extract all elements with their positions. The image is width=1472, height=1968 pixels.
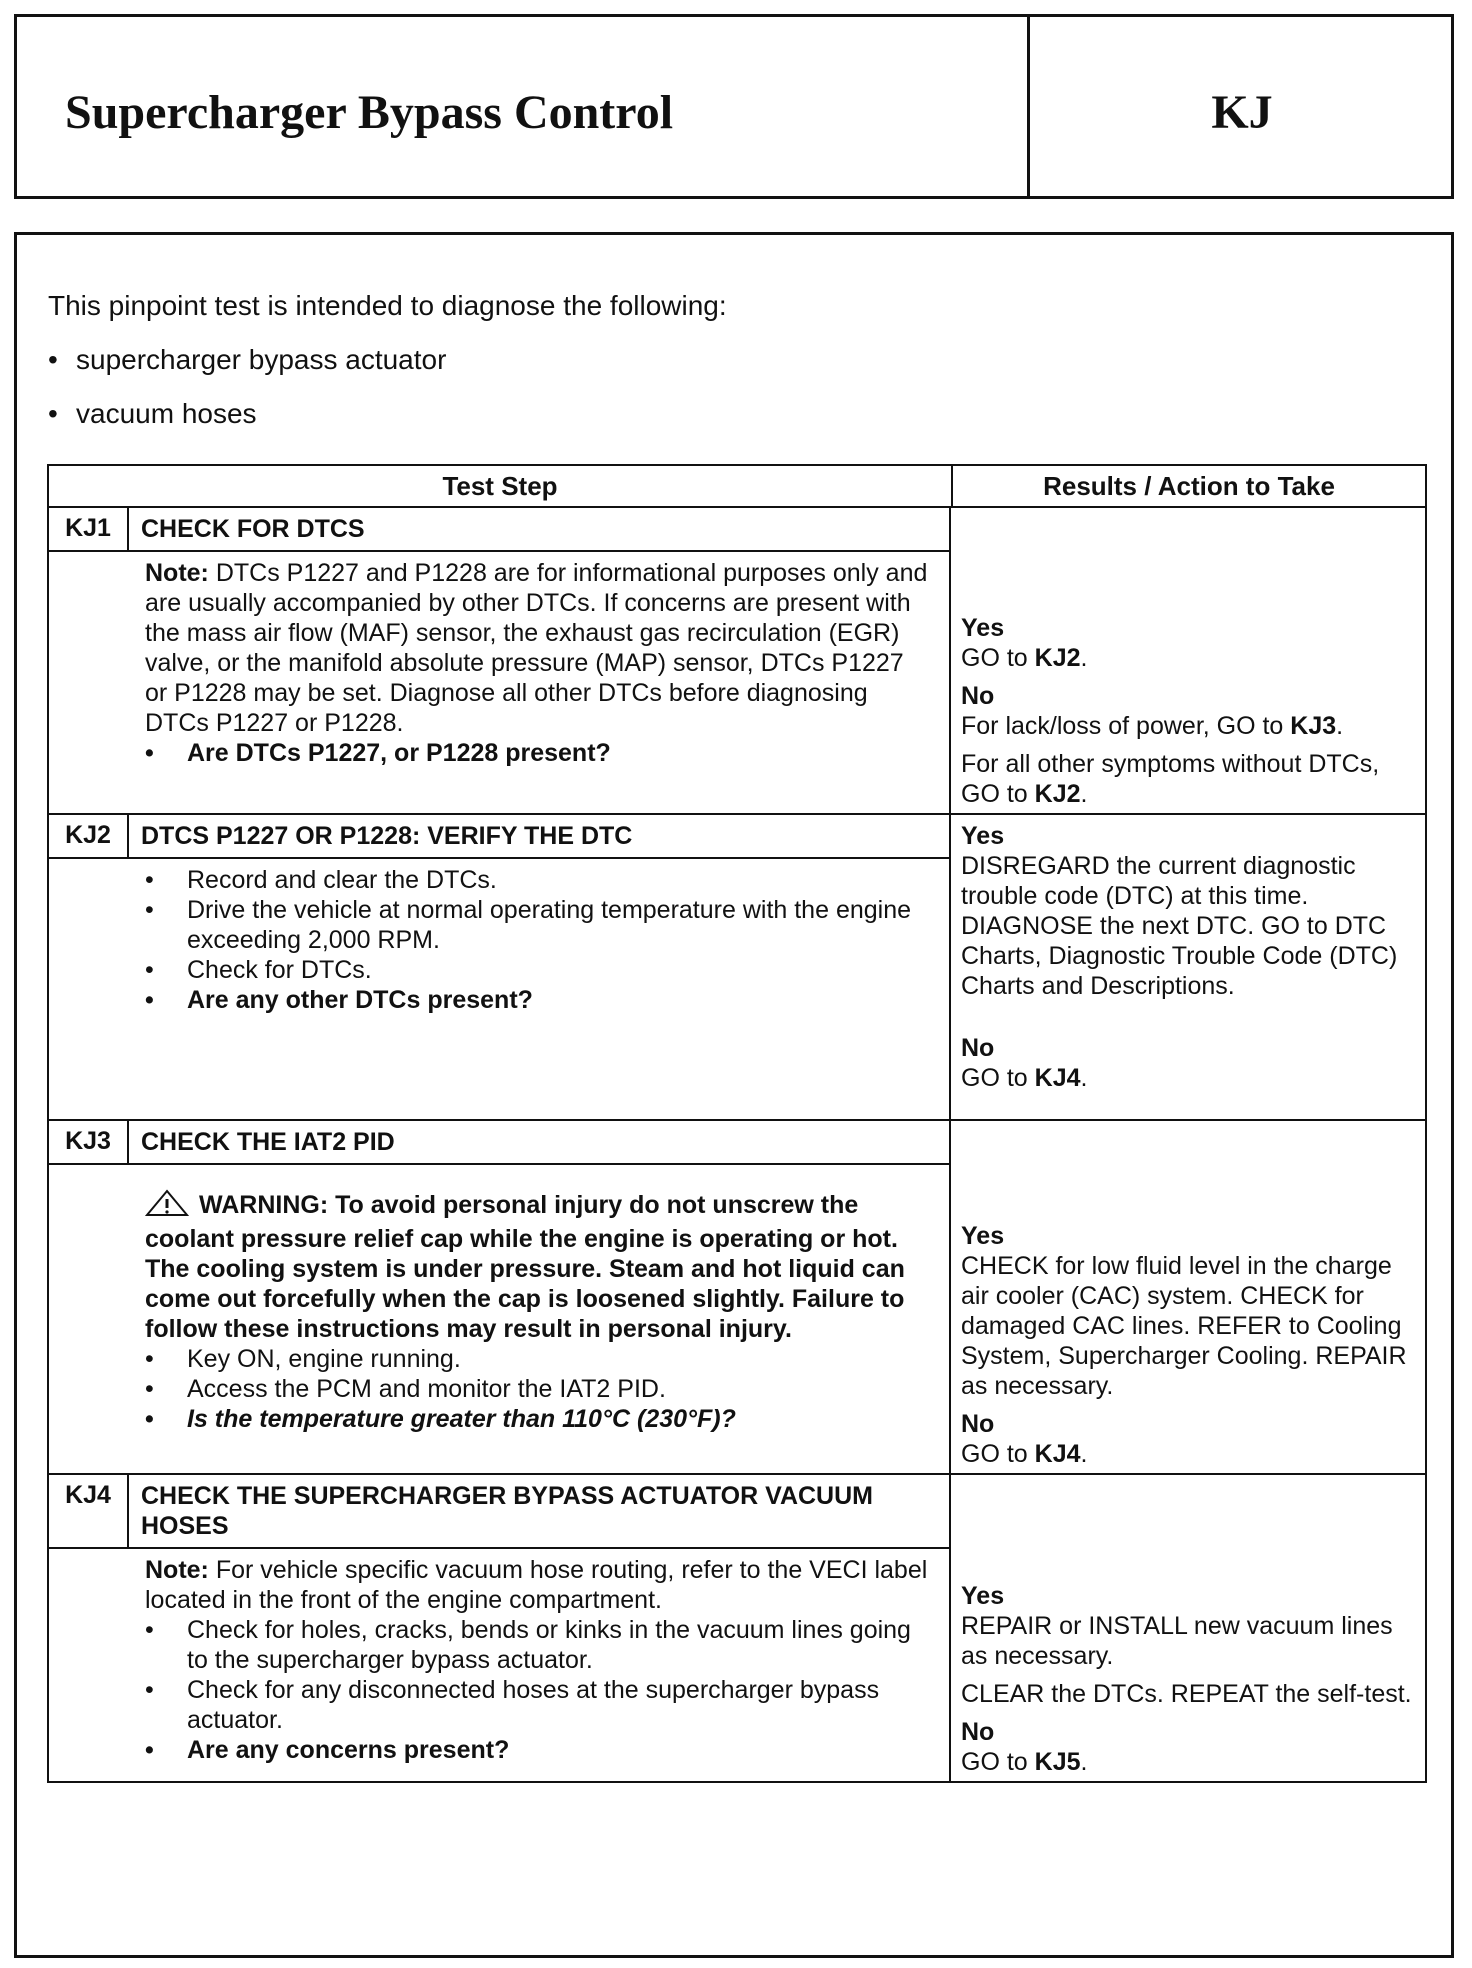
list-item-text: Check for holes, cracks, bends or kinks in the vacuum lines going to the supercharger bypass actuator. — [187, 1616, 911, 1674]
bullet-dot: • — [145, 1616, 154, 1644]
warning — [145, 1189, 929, 1344]
step-question — [145, 738, 929, 768]
list-item-text: Check for any disconnected hoses at the supercharger bypass actuator. — [187, 1676, 880, 1734]
no-action: For all other symptoms without DTCs, GO to KJ2. — [961, 750, 1380, 808]
question-text: Are DTCs P1227, or P1228 present? — [187, 739, 611, 767]
bullet-dot: • — [145, 1375, 154, 1403]
no-text: GO to — [961, 1064, 1035, 1092]
no-action: GO to KJ5. — [961, 1748, 1088, 1776]
bullet-dot: • — [145, 1736, 154, 1764]
bullet-dot: • — [145, 956, 154, 984]
step-ref-link[interactable]: KJ2 — [1034, 644, 1081, 672]
table-row — [49, 1475, 1425, 1781]
list-item — [145, 895, 929, 955]
step-question — [145, 1404, 929, 1434]
intro-lead: This pinpoint test is intended to diagnose the following: — [48, 290, 727, 321]
step-body — [49, 859, 949, 1021]
yes-action: GO to KJ2. — [961, 644, 1088, 672]
warning-text: WARNING: To avoid personal injury do not unscrew the coolant pressure relief cap while the engine is operating or hot. The cooling system is under pressure. Steam and hot liquid can come out forcefully when the cap is loosened slightly. Failure to follow these instructions may result in personal injury. — [145, 1191, 905, 1343]
list-item — [145, 1374, 929, 1404]
no-action: GO to KJ4. — [961, 1440, 1088, 1468]
yes-action: REPAIR or INSTALL new vacuum lines as necessary. — [961, 1612, 1393, 1670]
note-text: For vehicle specific vacuum hose routing, refer to the VECI label located in the front of the engine compartment. — [145, 1556, 928, 1614]
step-ref-link[interactable]: KJ2 — [1034, 780, 1081, 808]
no-text: For all other symptoms without DTCs, GO to — [961, 750, 1380, 808]
list-item-text: Access the PCM and monitor the IAT2 PID. — [187, 1375, 666, 1403]
step-code: KJ2 — [49, 815, 129, 857]
yes-label: Yes — [961, 822, 1005, 850]
step-question — [145, 1735, 929, 1765]
step-code: KJ4 — [49, 1475, 129, 1547]
note-text: DTCs P1227 and P1228 are for informational purposes only and are usually accompanied by other DTCs. If concerns are present with the mass air flow (MAF) sensor, the exhaust gas recirculation (EGR) valve, or the manifold absolute pressure (MAP) sensor, DTCs P1227 or P1228 may be set. Diagnose all other DTCs before diagnosing DTCs P1227 or P1228. — [145, 559, 928, 737]
list-item-text: Key ON, engine running. — [187, 1345, 461, 1373]
table-row — [49, 508, 1425, 815]
step-cell — [49, 1475, 951, 1781]
no-action: For lack/loss of power, GO to KJ3. — [961, 712, 1344, 740]
header-box — [14, 14, 1454, 199]
bullet-dot: • — [145, 896, 154, 924]
step-body — [49, 1549, 949, 1771]
yes-action: CLEAR the DTCs. REPEAT the self-test. — [961, 1680, 1412, 1708]
note — [145, 558, 929, 738]
no-label: No — [961, 682, 995, 710]
intro-bullet-text: supercharger bypass actuator — [76, 344, 447, 375]
bullet-dot: • — [145, 986, 154, 1014]
step-code: KJ3 — [49, 1121, 129, 1163]
question-text: Is the temperature greater than 110°C (230°F)? — [187, 1405, 736, 1433]
yes-label: Yes — [961, 1222, 1005, 1250]
bullet-dot: • — [145, 1345, 154, 1373]
intro-bullet-text: vacuum hoses — [76, 398, 257, 429]
list-item — [145, 1344, 929, 1374]
step-cell — [49, 815, 951, 1119]
step-ref-link[interactable]: KJ5 — [1034, 1748, 1081, 1776]
column-header-test-step: Test Step — [49, 466, 953, 506]
step-ref-link[interactable]: KJ4 — [1034, 1440, 1081, 1468]
list-item-text: Drive the vehicle at normal operating temperature with the engine exceeding 2,000 RPM. — [187, 896, 912, 954]
bullet-dot: • — [48, 344, 58, 375]
test-step-table — [47, 464, 1427, 1783]
result-cell — [951, 1475, 1425, 1781]
step-cell — [49, 508, 951, 813]
list-item — [145, 1615, 929, 1675]
list-item — [145, 955, 929, 985]
question-text: Are any other DTCs present? — [187, 986, 533, 1014]
no-action: GO to KJ4. — [961, 1064, 1088, 1092]
list-item-text: Record and clear the DTCs. — [187, 866, 497, 894]
no-text: For lack/loss of power, GO to — [961, 712, 1291, 740]
no-label: No — [961, 1410, 995, 1438]
no-text: GO to — [961, 1440, 1035, 1468]
bullet-dot: • — [145, 866, 154, 894]
column-header-results: Results / Action to Take — [1043, 471, 1335, 501]
step-title-bar — [49, 1121, 949, 1165]
list-item — [145, 865, 929, 895]
yes-action: DISREGARD the current diagnostic trouble code (DTC) at this time. DIAGNOSE the next DTC. GO to DTC Charts, Diagnostic Trouble Code (DTC) Charts and Descriptions. — [961, 852, 1398, 1000]
result-cell — [951, 815, 1425, 1119]
intro-bullet — [48, 398, 257, 430]
list-item-text: Check for DTCs. — [187, 956, 372, 984]
step-title-bar — [49, 815, 949, 859]
no-label: No — [961, 1034, 995, 1062]
step-title: CHECK THE IAT2 PID — [141, 1128, 395, 1156]
step-title-bar — [49, 508, 949, 552]
note — [145, 1555, 929, 1615]
yes-label: Yes — [961, 1582, 1005, 1610]
yes-action: CHECK for low fluid level in the charge air cooler (CAC) system. CHECK for damaged CAC lines. REFER to Cooling System, Supercharger Cooling. REPAIR as necessary. — [961, 1252, 1407, 1400]
step-title: CHECK THE SUPERCHARGER BYPASS ACTUATOR VACUUM HOSES — [141, 1482, 873, 1540]
result-cell — [951, 508, 1425, 813]
bullet-dot: • — [145, 1676, 154, 1704]
test-code: KJ — [1211, 86, 1273, 139]
bullet-dot: • — [48, 398, 58, 429]
yes-label: Yes — [961, 614, 1005, 642]
step-question — [145, 985, 929, 1015]
step-ref-link[interactable]: KJ4 — [1034, 1064, 1081, 1092]
yes-text: GO to — [961, 644, 1035, 672]
step-title: DTCS P1227 OR P1228: VERIFY THE DTC — [141, 822, 633, 850]
intro-bullet — [48, 344, 446, 376]
warning-triangle-icon — [145, 1189, 189, 1224]
table-header — [49, 466, 1425, 508]
step-body — [49, 1165, 949, 1440]
step-title-bar — [49, 1475, 949, 1549]
no-text: GO to — [961, 1748, 1035, 1776]
bullet-dot: • — [145, 739, 154, 767]
no-label: No — [961, 1718, 995, 1746]
step-title: CHECK FOR DTCS — [141, 515, 365, 543]
step-code: KJ1 — [49, 508, 129, 550]
note-label: Note: — [145, 1556, 209, 1584]
result-cell — [951, 1121, 1425, 1473]
table-row — [49, 1121, 1425, 1475]
table-row — [49, 815, 1425, 1121]
list-item — [145, 1675, 929, 1735]
step-body — [49, 552, 949, 774]
note-label: Note: — [145, 559, 209, 587]
page-title: Supercharger Bypass Control — [65, 86, 674, 139]
question-text: Are any concerns present? — [187, 1736, 510, 1764]
step-ref-link[interactable]: KJ3 — [1290, 712, 1337, 740]
bullet-dot: • — [145, 1405, 154, 1433]
step-cell — [49, 1121, 951, 1473]
